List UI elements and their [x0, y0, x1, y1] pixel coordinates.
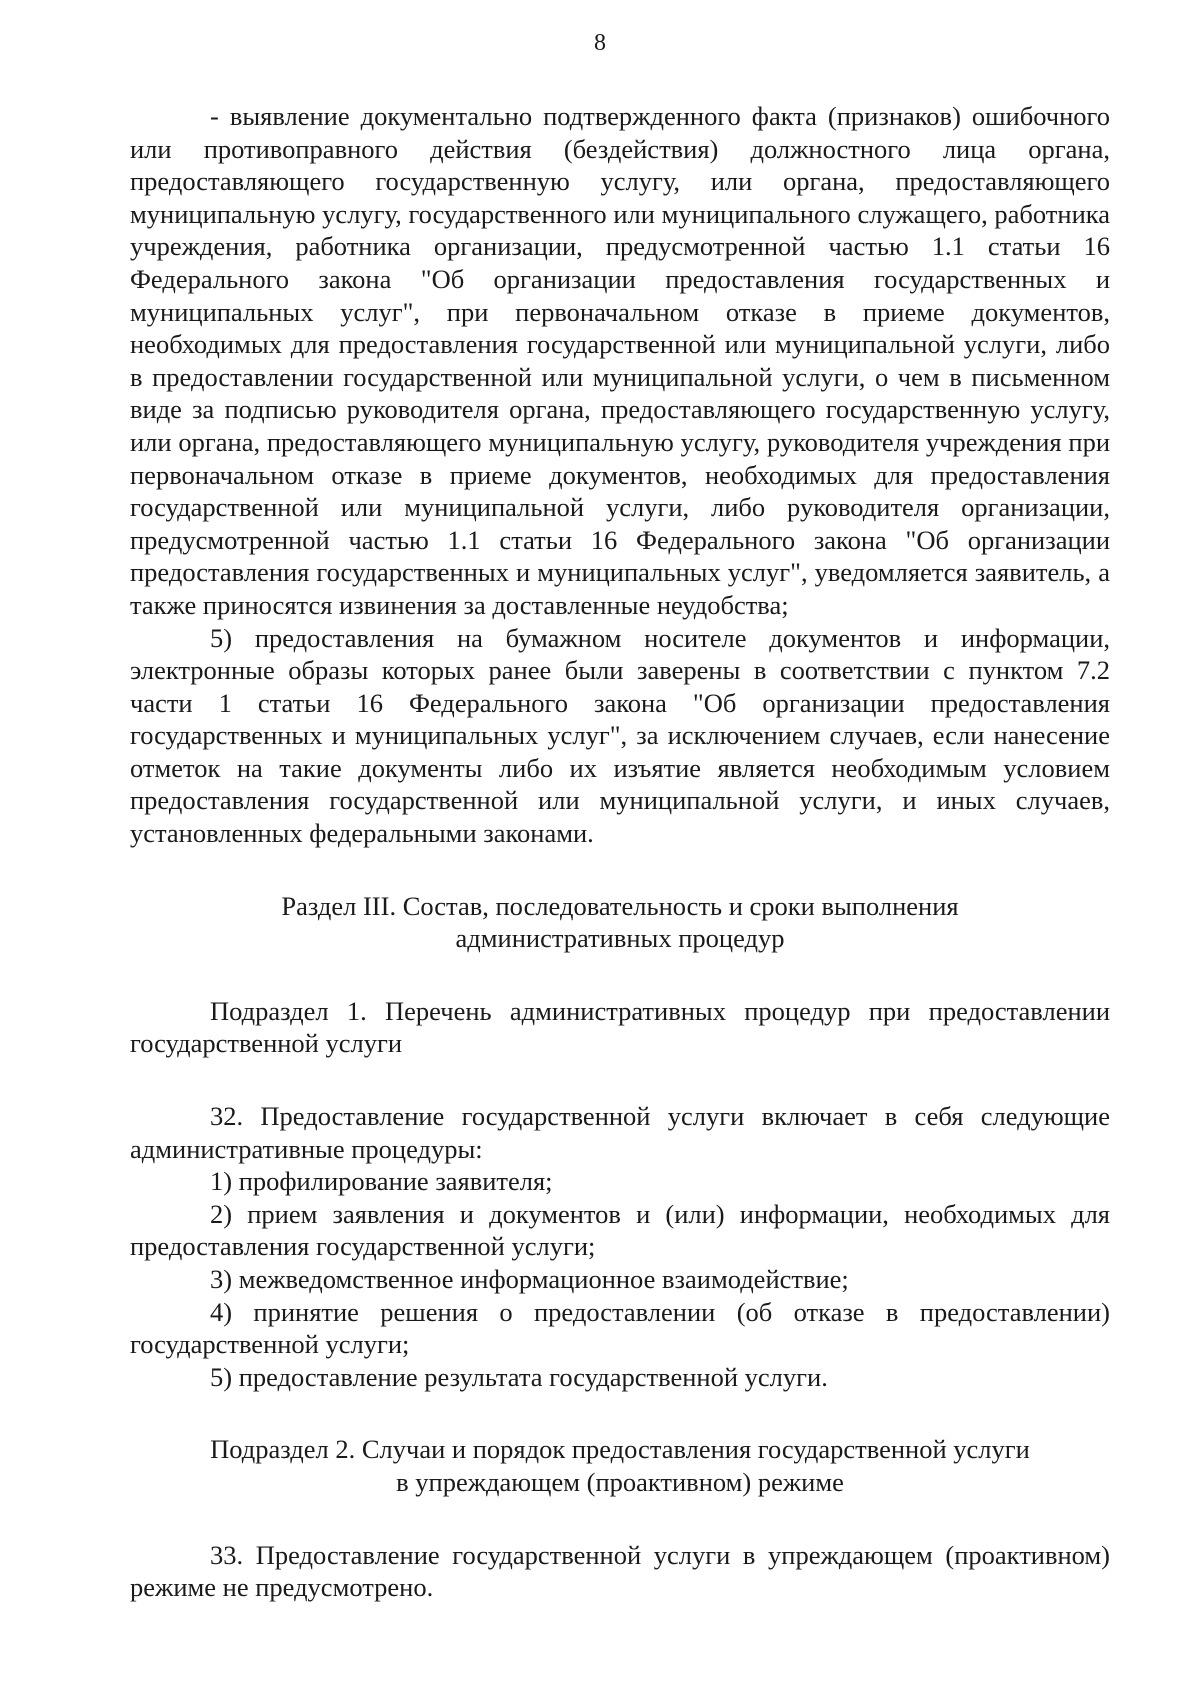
- subsection-1-heading: Подраздел 1. Перечень административных процедур при предоставлении государственной услуги: [130, 995, 1110, 1059]
- paragraph-32-intro: 32. Предоставление государственной услуги включает в себя следующие административные процедуры:: [130, 1101, 1110, 1164]
- list-item: 3) межведомственное информационное взаимодействие;: [210, 1264, 849, 1294]
- list-item: 5) предоставление результата государственной услуги.: [210, 1361, 828, 1392]
- paragraph-violation-detection: - выявление документально подтвержденного факта (признаков) ошибочного или противоправного действия (бездействия) должностного лица органа, предоставляющего государственную услугу, или органа, предоставляющего муниципальную услугу, государственного или муниципального служащего, работника учреждения, работника организации, предусмотренной частью 1.1 статьи 16 Федерального закона "Об организации предоставления государственных и муниципальных услуг", при первоначальном отказе в приеме документов, необходимых для предоставления государственной или муниципальной услуги, либо в предоставлении государственной или муниципальной услуги, о чем в письменном виде за подписью руководителя органа, предоставляющего государственную услугу, или органа, предоставляющего муниципальную услугу, руководителя учреждения при первоначальном отказе в приеме документов, необходимых для предоставления государственной или муниципальной услуги, либо руководителя организации, предусмотренной частью 1.1 статьи 16 Федерального закона "Об организации предоставления государственных и муниципальных услуг", уведомляется заявитель, а также приносятся извинения за доставленные неудобства;: [130, 101, 1110, 620]
- paragraph-item-5-paper-documents: 5) предоставления на бумажном носителе документов и информации, электронные образы которых ранее были заверены в соответствии с пунктом 7.2 части 1 статьи 16 Федерального закона "Об организации предоставления государственных и муниципальных услуг", за исключением случаев, если нанесение отметок на такие документы либо их изъятие является необходимым условием предоставления государственной или муниципальной услуги, и иных случаев, установленных федеральными законами.: [130, 622, 1110, 849]
- list-item: 1) профилирование заявителя;: [210, 1166, 553, 1197]
- section-3-heading-line-2: административных процедур: [455, 923, 785, 954]
- section-3-heading: [130, 890, 1110, 955]
- paragraph-33: 33. Предоставление государственной услуги в упреждающем (проактивном) режиме не предусмотрено.: [130, 1539, 1110, 1603]
- section-3-heading-line-1: Раздел III. Состав, последовательность и сроки выполнения: [281, 890, 959, 921]
- subsection-2-heading-line-2: в упреждающем (проактивном) режиме: [396, 1466, 844, 1497]
- list-item: 4) принятие решения о предоставлении (об отказе в предоставлении) государственной услуги;: [130, 1296, 1110, 1360]
- document-body: [130, 100, 1110, 1604]
- list-item: 2) прием заявления и документов и (или) информации, необходимых для предоставления государственной услуги;: [130, 1198, 1110, 1262]
- subsection-2-heading: [130, 1433, 1110, 1498]
- subsection-2-heading-line-1: Подраздел 2. Случаи и порядок предоставления государственной услуги: [210, 1434, 1030, 1465]
- page-number: 8: [594, 30, 606, 56]
